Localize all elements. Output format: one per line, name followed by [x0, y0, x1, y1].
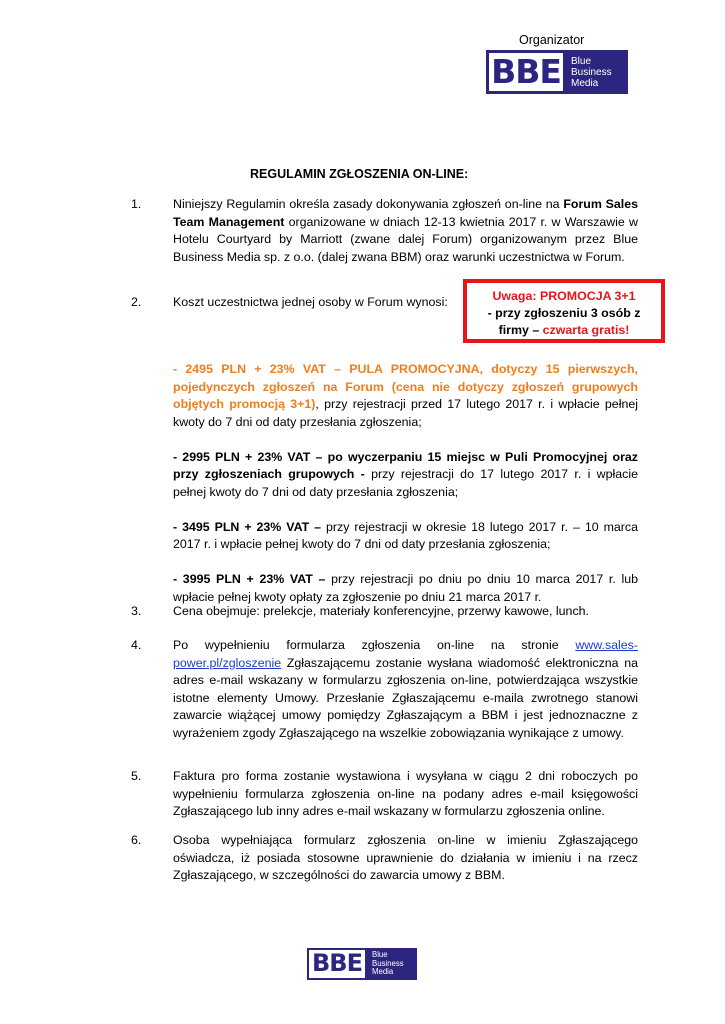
pricing-tier-3	[173, 519, 638, 554]
promo-free: czwarta gratis!	[542, 323, 630, 337]
bbm-logo-top	[486, 50, 628, 94]
tier1-text: , przy rejestracji przed 17 lutego 2017 r. i wpłacie pełnej kwoty do 7 dni od daty przesłania zgłoszenia;	[173, 397, 638, 429]
promo-callout	[463, 279, 665, 343]
item-number: 5.	[131, 769, 142, 783]
item4-text-b: Zgłaszającemu zostanie wysłana wiadomość elektroniczna na adres e-mail wskazany w formularzu zgłoszenia on-line, potwierdzająca wszystkie istotne elementy Umowy. Przesłanie Zgłaszającemu e-maila zwrotnego stanowi zawarcie wiążącej umowy pomiędzy Zgłaszającym a BBM i jest jednoznaczne z wyrażeniem zgody Zgłaszającego na wszelkie zobowiązania wynikające z umowy.	[173, 655, 638, 740]
tier3-text: przy rejestracji w okresie 18 lutego 2017 r. – 10 marca 2017 r. i wpłacie pełnej kwoty do 7 dni od daty przesłania zgłoszenia;	[173, 519, 638, 551]
logo-line2: Business	[571, 66, 612, 78]
tier1-highlight: - 2495 PLN + 23% VAT – PULA PROMOCYJNA, dotyczy 15 pierwszych, pojedynczych zgłoszeń na Forum (cena nie dotyczy zgłoszeń grupowych objętych promocją 3+1)	[173, 362, 638, 411]
item-text: Faktura pro forma zostanie wystawiona i wysyłana w ciągu 2 dni roboczych po wypełnieniu formularza zgłoszenia on-line na podany adres e-mail księgowości Zgłaszającego lub inny adres e-mail wskazany w formularzu zgłoszenia online.	[173, 769, 638, 818]
item-number: 6.	[131, 833, 142, 847]
logo-line2: Business	[372, 958, 404, 968]
organizer-label: Organizator	[519, 33, 585, 47]
item-number: 2.	[131, 295, 142, 309]
bbm-logo-name	[367, 951, 404, 977]
promo-line3-a: firmy –	[498, 323, 543, 337]
pricing-tier-1	[173, 361, 638, 431]
bbm-logo-mark: BBE	[307, 948, 367, 980]
pricing-tier-list	[173, 361, 638, 606]
document-title: REGULAMIN ZGŁOSZENIA ON-LINE:	[250, 167, 469, 181]
bbm-logo-bottom	[307, 948, 417, 980]
item-number: 3.	[131, 604, 142, 618]
pricing-tier-4	[173, 571, 638, 606]
pricing-intro: Koszt uczestnictwa jednej osoby w Forum wynosi:	[173, 295, 448, 309]
logo-line1: Blue	[372, 950, 388, 960]
item1-text-b: organizowane w dniach 12-13 kwietnia 2017 r. w Warszawie w Hotelu Courtyard by Marriott (zwane dalej Forum) organizowanym przez Blue Business Media sp. z o.o. (dalej zwana BBM) oraz warunki uczestnictwa w Forum.	[173, 214, 638, 264]
bbm-logo-mark: BBE	[486, 50, 566, 94]
registration-link[interactable]: www.sales-power.pl/zgloszenie	[173, 638, 638, 670]
logo-line3: Media	[571, 77, 599, 89]
promo-line3	[467, 322, 661, 339]
promo-line2: - przy zgłoszeniu 3 osób z	[487, 306, 641, 320]
item4-text-a: Po wypełnieniu formularza zgłoszenia on-line na stronie	[173, 638, 576, 652]
item-text: Cena obejmuje: prelekcje, materiały konferencyjne, przerwy kawowe, lunch.	[173, 604, 589, 618]
item-number: 1.	[131, 197, 142, 211]
item-number: 4.	[131, 638, 142, 652]
logo-line3: Media	[372, 967, 394, 977]
event-name: Forum Sales Team Management	[173, 197, 638, 229]
tier2-text: przy rejestracji do 17 lutego 2017 r. i wpłacie pełnej kwoty do 7 dni od daty przesłania zgłoszenia;	[173, 467, 638, 499]
tier2-highlight: - 2995 PLN + 23% VAT – po wyczerpaniu 15 miejsc w Puli Promocyjnej oraz przy zgłoszeniach grupowych -	[173, 449, 638, 481]
logo-line1: Blue	[571, 55, 592, 67]
item-text: Osoba wypełniająca formularz zgłoszenia on-line w imieniu Zgłaszającego oświadcza, iż posiada stosowne uprawnienie do działania w imieniu i na rzecz Zgłaszającego, w szczególności do zawarcia umowy z BBM.	[173, 833, 638, 882]
bbm-logo-name	[566, 56, 612, 89]
tier4-text: przy rejestracji po dniu po dniu 10 marca 2017 r. lub wpłacie pełnej kwoty opłaty za zgłoszenie po dniu 21 marca 2017 r.	[173, 572, 639, 604]
item-text	[173, 196, 638, 266]
tier3-highlight: - 3495 PLN + 23% VAT –	[173, 519, 322, 534]
promo-title: Uwaga: PROMOCJA 3+1	[492, 289, 636, 303]
pricing-tier-2	[173, 449, 638, 502]
item-text	[173, 637, 638, 742]
item1-text-a: Niniejszy Regulamin określa zasady dokonywania zgłoszeń on-line na	[173, 197, 564, 211]
tier4-highlight: - 3995 PLN + 23% VAT –	[173, 572, 326, 586]
